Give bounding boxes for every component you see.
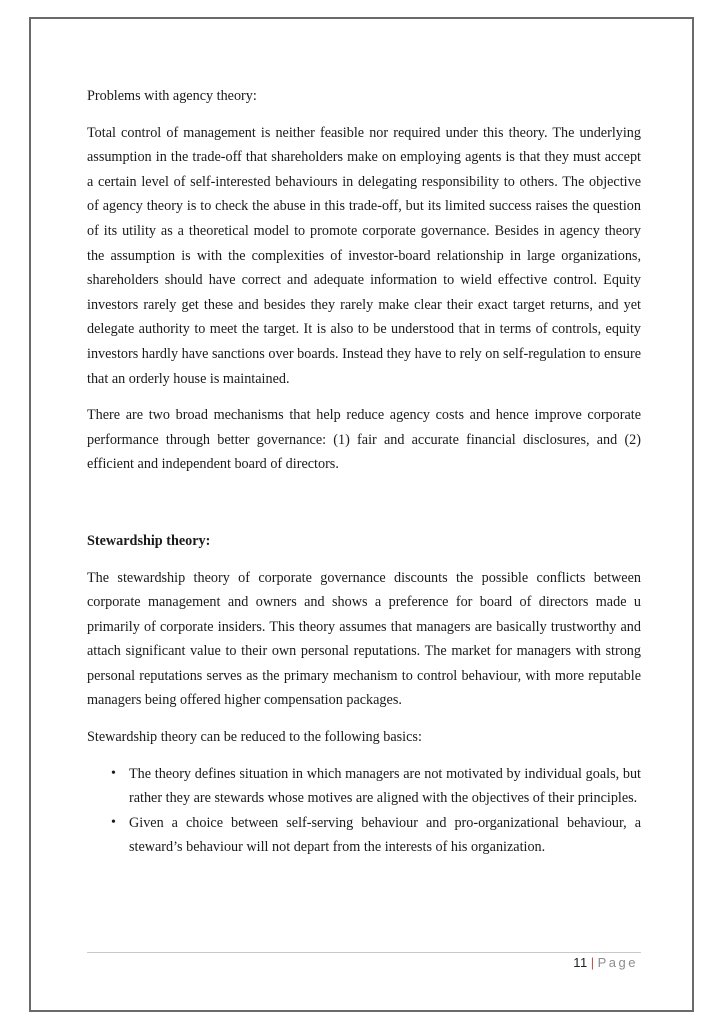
footer-rule [87,952,641,953]
list-item-text: Given a choice between self-serving behaviour and pro-organizational behaviour, a steward’s behaviour will not depart from the interests of his organization. [129,814,641,856]
basics-list [87,762,641,860]
paragraph-basics-intro: Stewardship theory can be reduced to the following basics: [87,729,422,746]
list-item [87,762,641,811]
list-item-text: The theory defines situation in which managers are not motivated by individual goals, but rather they are stewards whose motives are aligned with the objectives of their principles. [129,765,641,807]
page-number: 11 [573,955,588,970]
paragraph-stewardship: The stewardship theory of corporate governance discounts the possible conflicts between corporate management and owners and shows a preference for board of directors made u primarily of corporate insiders. This theory assumes that managers are basically trustworthy and attach significant value to their own personal reputations. The market for managers with strong personal reputations serves as the primary mechanism to control behaviour, with more reputable managers being offered higher compensation packages. [87,569,641,709]
bullet-icon: • [111,765,116,781]
stewardship-heading: Stewardship theory: [87,532,211,549]
paragraph-agency-problems: Total control of management is neither feasible nor required under this theory. The underlying assumption in the trade-off that shareholders make on employing agents is that they must accept a certain level of self-interested behaviours in delegating responsibility to others. The objective of agency theory is to check the abuse in this trade-off, but its limited success raises the question of its utility as a theoretical model to promote corporate governance. Besides in agency theory the assumption is with the complexities of investor-board relationship in large organizations, shareholders should have correct and adequate information to wield effective control. Equity investors rarely get these and besides they rarely make clear their exact target returns, and yet delegate authority to meet the target. It is also to be understood that in terms of controls, equity investors hardly have sanctions over boards. Instead they have to rely on self-regulation to ensure that an orderly house is maintained. [87,124,641,387]
page-footer [573,955,638,970]
list-item [87,811,641,860]
problems-heading: Problems with agency theory: [87,88,257,104]
page-label: Page [597,955,638,970]
section-spacer [87,489,641,529]
document-body [87,84,641,860]
footer-separator: | [590,955,595,970]
bullet-icon: • [111,814,116,830]
paragraph-mechanisms: There are two broad mechanisms that help reduce agency costs and hence improve corporate performance through better governance: (1) fair and accurate financial disclosures, and (2) efficient and independent board of directors. [87,407,641,473]
